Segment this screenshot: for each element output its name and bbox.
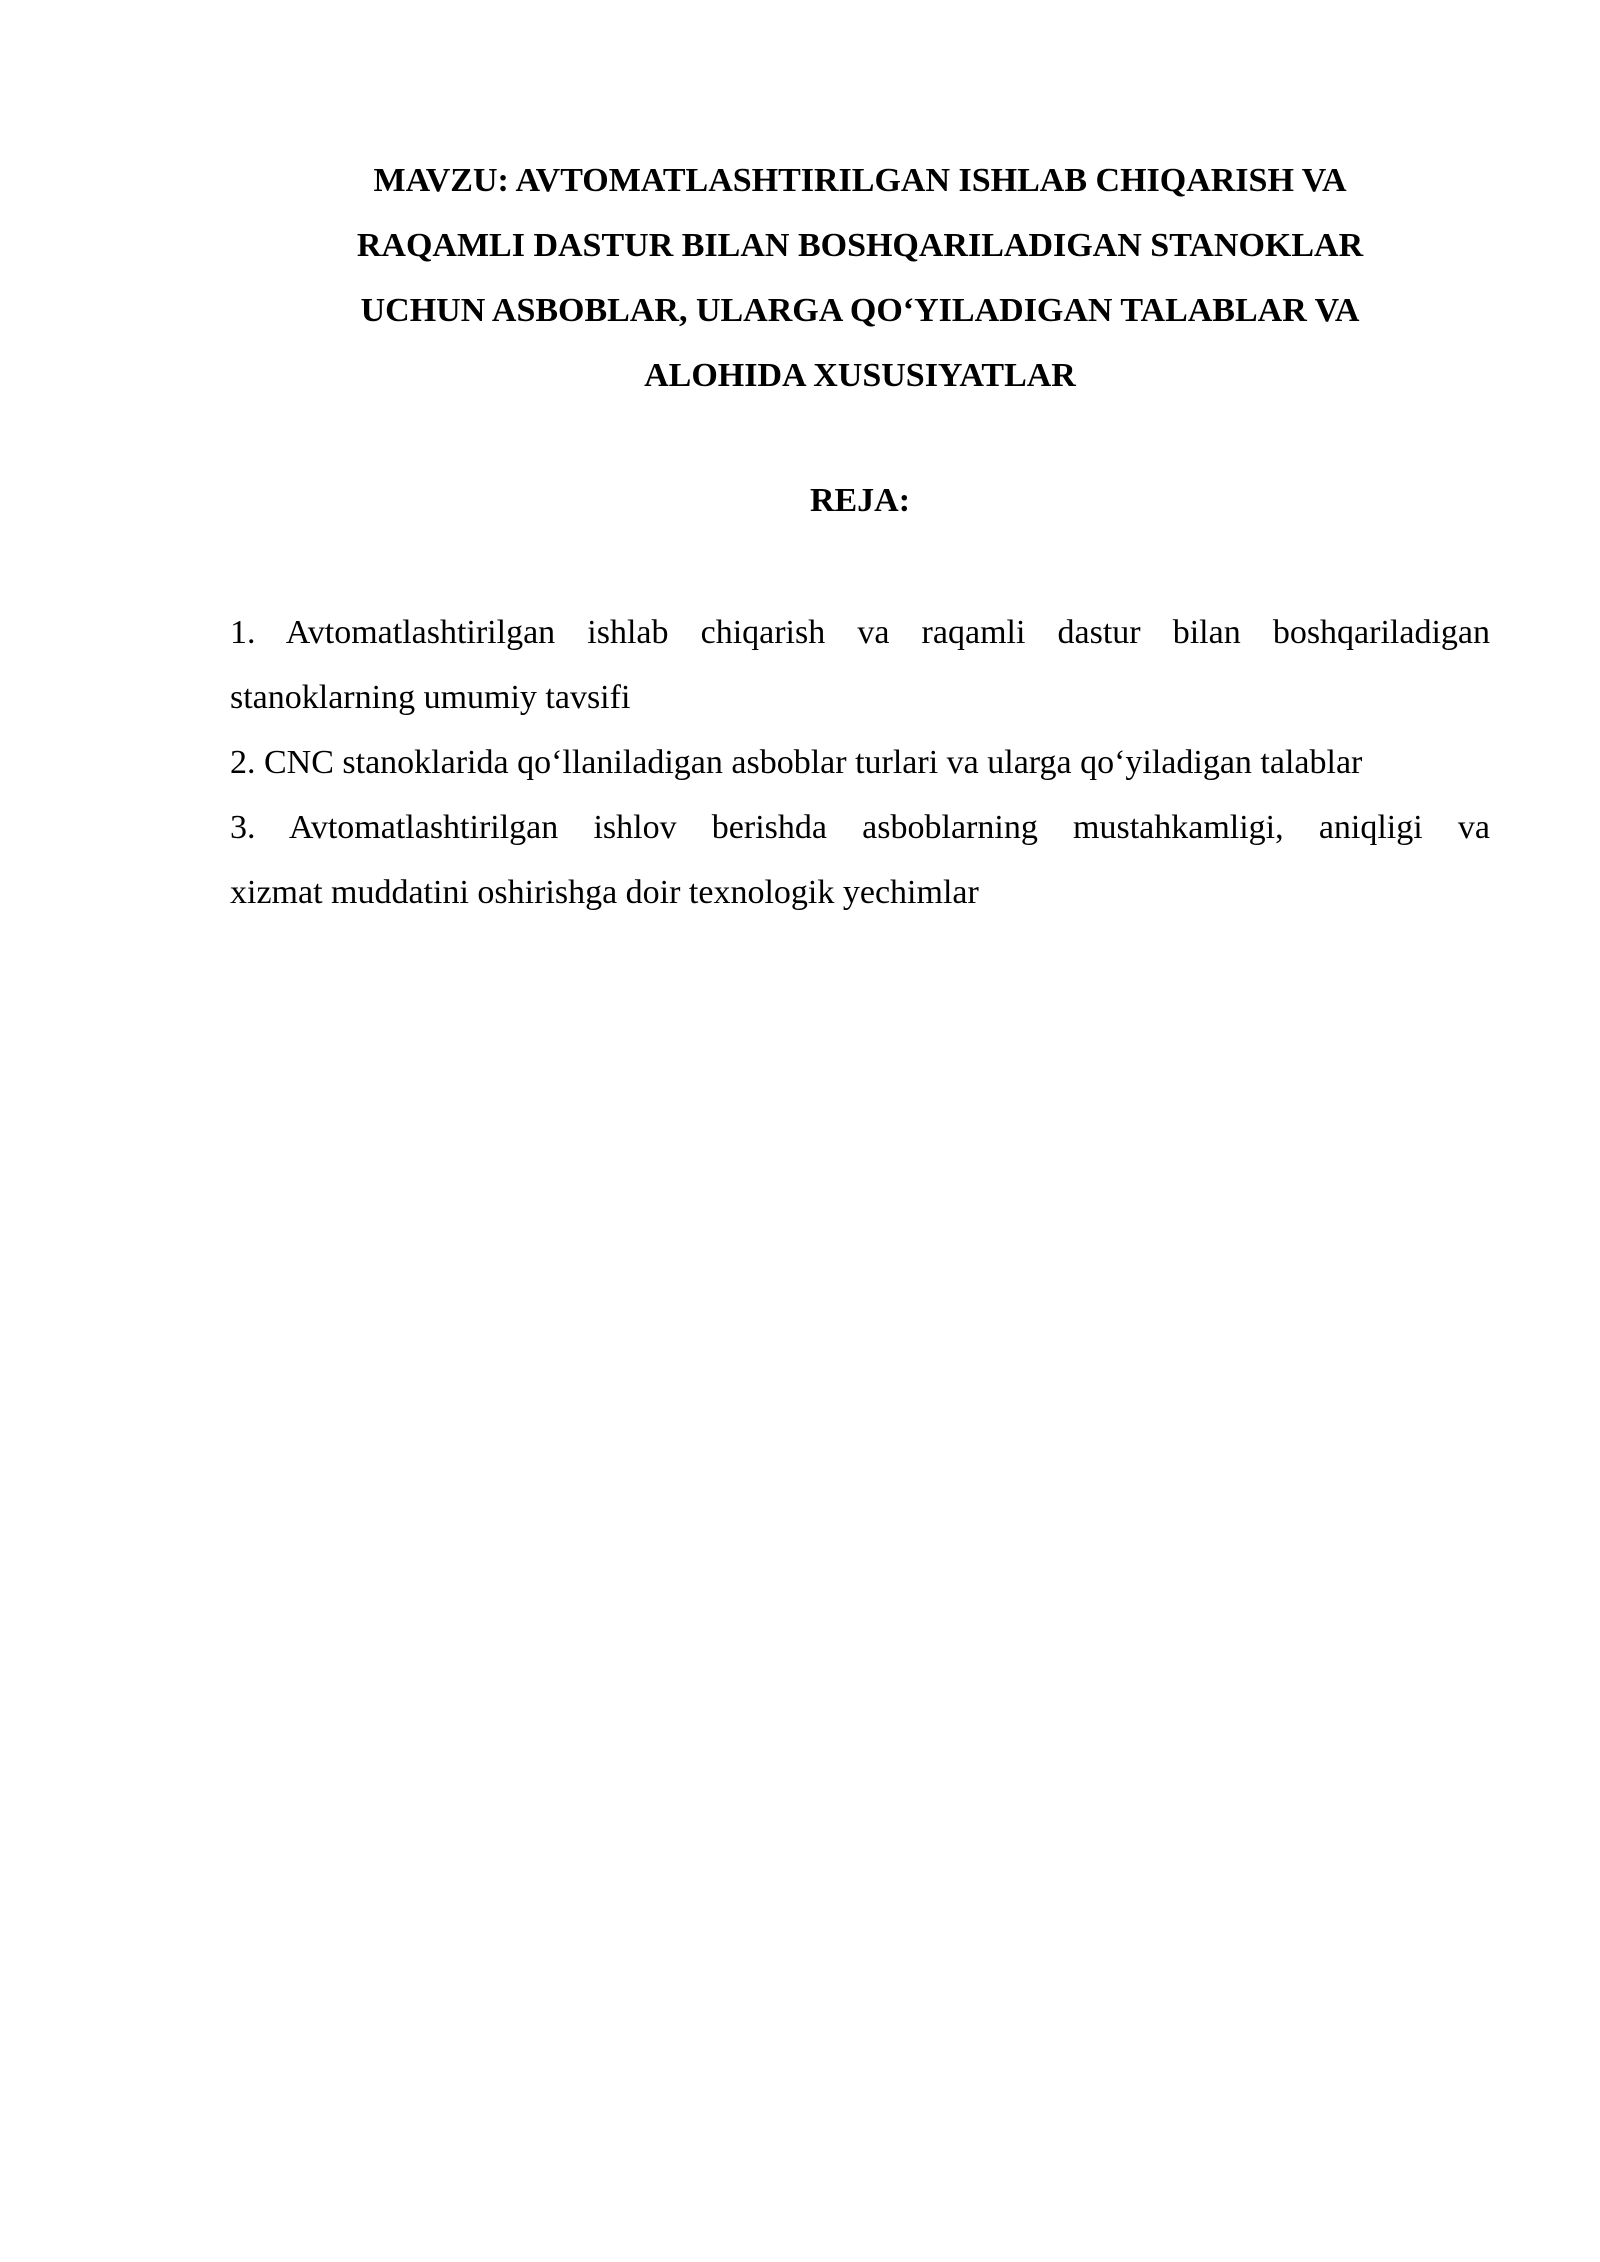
- plan-heading: REJA:: [809, 482, 911, 519]
- plan-item-line: 1. Avtomatlashtirilgan ishlab chiqarish va raqamli dastur bilan boshqariladigan: [230, 614, 1490, 651]
- plan-item-line: 2. CNC stanoklarida qo‘llaniladigan asboblar turlari va ularga qo‘yiladigan talablar: [230, 744, 1363, 781]
- plan-item-3: [230, 795, 1490, 925]
- plan-item-2: [230, 730, 1490, 795]
- plan-item-line: xizmat muddatini oshirishga doir texnologik yechimlar: [230, 874, 979, 911]
- title-line: RAQAMLI DASTUR BILAN BOSHQARILADIGAN STANOKLAR: [356, 227, 1364, 264]
- plan-item-line: stanoklarning umumiy tavsifi: [230, 679, 631, 716]
- title-line: MAVZU: AVTOMATLASHTIRILGAN ISHLAB CHIQARISH VA: [373, 162, 1347, 199]
- plan-item-line: 3. Avtomatlashtirilgan ishlov berishda asboblarning mustahkamligi, aniqligi va: [230, 809, 1490, 846]
- title-line: ALOHIDA XUSUSIYATLAR: [644, 357, 1076, 394]
- plan-item-1: [230, 600, 1490, 730]
- plan-list: [230, 600, 1490, 925]
- document-title: [285, 148, 1435, 408]
- title-line: UCHUN ASBOBLAR, ULARGA QO‘YILADIGAN TALABLAR VA: [360, 292, 1360, 329]
